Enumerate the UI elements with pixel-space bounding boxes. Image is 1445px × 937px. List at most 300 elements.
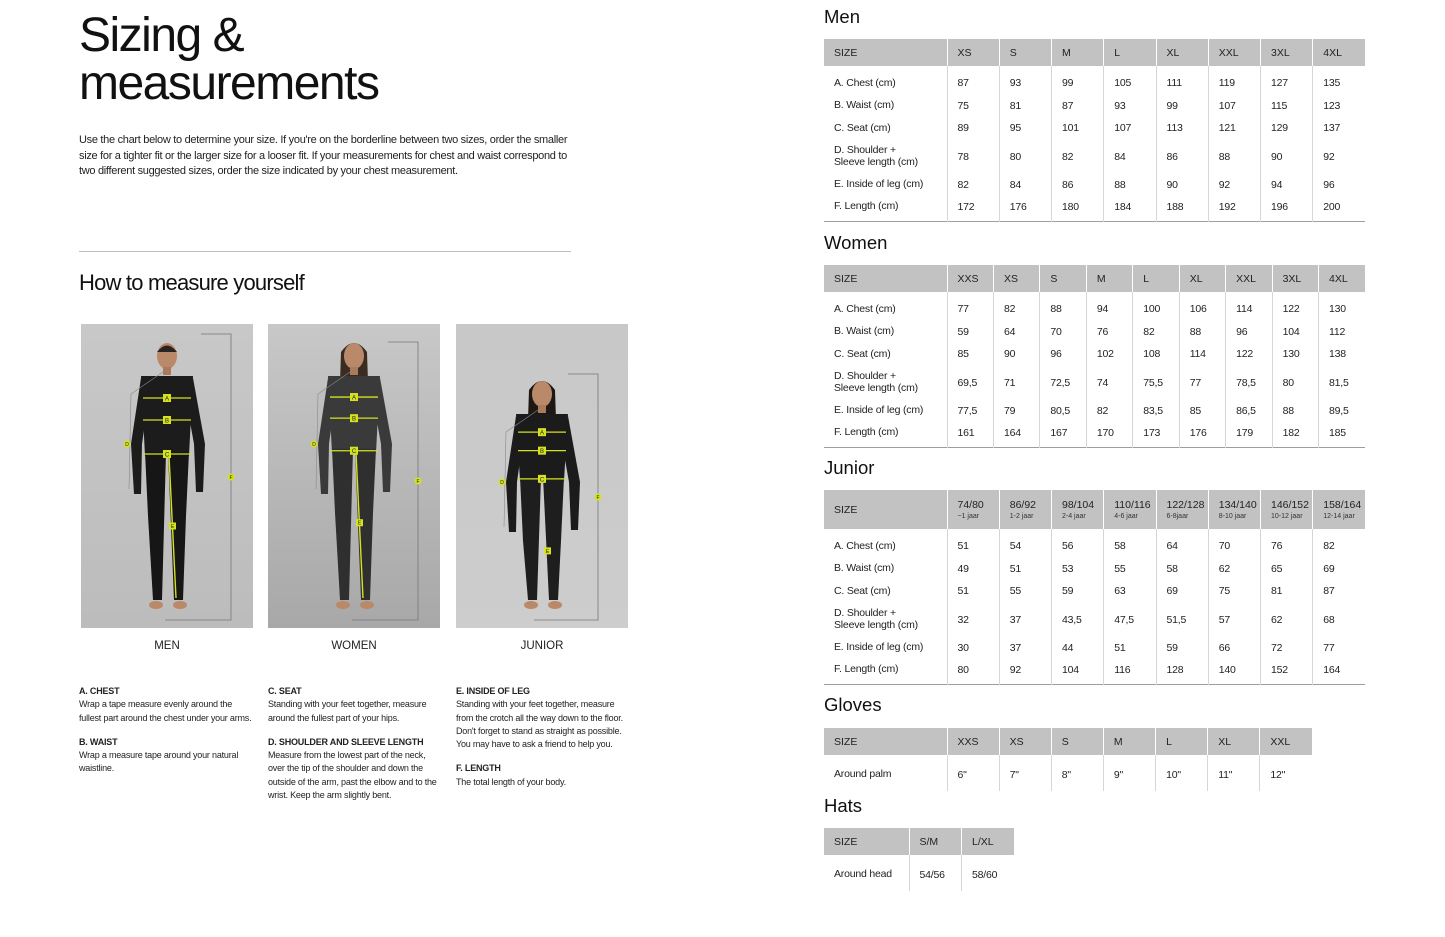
table-cell: 58 bbox=[1156, 558, 1208, 581]
leg-heading: E. INSIDE OF LEG bbox=[456, 686, 530, 696]
men-table-title: Men bbox=[824, 6, 860, 27]
table-cell: 164 bbox=[993, 422, 1039, 448]
table-cell: 82 bbox=[1052, 140, 1104, 174]
table-cell: 104 bbox=[1272, 321, 1318, 344]
column-header bbox=[1261, 490, 1313, 529]
table-cell: 64 bbox=[1156, 529, 1208, 558]
column-header: S bbox=[999, 39, 1051, 66]
table-cell: 137 bbox=[1313, 117, 1365, 140]
table-cell: 77 bbox=[947, 292, 993, 321]
row-label: Around palm bbox=[834, 767, 892, 780]
column-header bbox=[947, 490, 999, 529]
table-cell: 95 bbox=[999, 117, 1051, 140]
row-label: Around head bbox=[834, 867, 892, 880]
table-cell: 49 bbox=[947, 558, 999, 581]
table-row bbox=[824, 855, 1014, 891]
table-cell: 86 bbox=[1156, 140, 1208, 174]
table-row bbox=[824, 603, 1365, 637]
junior-size-label: 110/116 bbox=[1114, 498, 1151, 511]
table-cell: 88 bbox=[1208, 140, 1260, 174]
leg-marker-label: E bbox=[170, 524, 175, 530]
table-cell: 80 bbox=[947, 659, 999, 685]
table-cell: 87 bbox=[1052, 95, 1104, 118]
table-cell: 82 bbox=[993, 292, 1039, 321]
table-cell: 81,5 bbox=[1319, 366, 1366, 400]
column-header: XXL bbox=[1208, 39, 1260, 66]
table-cell: 57 bbox=[1208, 603, 1260, 637]
table-cell: 53 bbox=[1052, 558, 1104, 581]
table-cell: 92 bbox=[1208, 174, 1260, 197]
column-header bbox=[1156, 490, 1208, 529]
junior-age-label: 10-12 jaar bbox=[1271, 512, 1303, 520]
row-label: F. Length (cm) bbox=[834, 200, 899, 213]
column-header bbox=[1208, 490, 1260, 529]
table-cell: 94 bbox=[1086, 292, 1132, 321]
table-cell: 69 bbox=[1313, 558, 1365, 581]
leg-text: Standing with your feet together, measure from the crotch all the way down to the floor. Don't forget to stand as straight as possible. You may have to ask a friend to help you. bbox=[456, 699, 623, 750]
table-cell: 113 bbox=[1156, 117, 1208, 140]
table-cell: 152 bbox=[1261, 659, 1313, 685]
row-label: C. Seat (cm) bbox=[834, 347, 891, 360]
table-cell: 89 bbox=[947, 117, 999, 140]
table-cell: 76 bbox=[1086, 321, 1132, 344]
table-cell: 59 bbox=[947, 321, 993, 344]
table-cell: 128 bbox=[1156, 659, 1208, 685]
column-header bbox=[1313, 490, 1365, 529]
table-cell: 32 bbox=[947, 603, 999, 637]
junior-size-label: 86/92 bbox=[1009, 498, 1037, 511]
row-label: B. Waist (cm) bbox=[834, 325, 895, 337]
section-divider bbox=[79, 251, 571, 252]
column-header: M bbox=[1103, 728, 1155, 755]
table-cell: 69 bbox=[1156, 580, 1208, 603]
right-foot bbox=[360, 601, 374, 609]
head bbox=[532, 381, 552, 407]
table-cell: 130 bbox=[1319, 292, 1366, 321]
table-cell: 170 bbox=[1086, 422, 1132, 448]
gloves-table-title: Gloves bbox=[824, 694, 882, 715]
table-cell: 99 bbox=[1052, 66, 1104, 95]
column-header: XXL bbox=[1260, 728, 1312, 755]
left-foot bbox=[524, 601, 538, 609]
table-cell: 127 bbox=[1261, 66, 1313, 95]
junior-age-label: 12-14 jaar bbox=[1323, 512, 1355, 520]
junior-size-label: 146/152 bbox=[1271, 498, 1309, 511]
seat-heading: C. SEAT bbox=[268, 686, 302, 696]
table-cell: 70 bbox=[1208, 529, 1260, 558]
table-row bbox=[824, 321, 1365, 344]
column-header: 4XL bbox=[1319, 265, 1366, 292]
column-header: S bbox=[1040, 265, 1086, 292]
row-label: A. Chest (cm) bbox=[834, 76, 896, 89]
table-cell: 96 bbox=[1226, 321, 1272, 344]
shoulder-text: Measure from the lowest part of the neck, over the tip of the shoulder and down the outside of the arm, past the elbow and to the wrist. Keep the arm slightly bent. bbox=[268, 750, 437, 801]
table-cell: 87 bbox=[947, 66, 999, 95]
table-header-row bbox=[824, 828, 1014, 855]
table-cell: 80 bbox=[1272, 366, 1318, 400]
table-cell: 86 bbox=[1052, 174, 1104, 197]
instructions-col-3 bbox=[456, 685, 632, 800]
photo-illustration bbox=[456, 324, 628, 628]
column-header: SIZE bbox=[824, 728, 947, 755]
junior-size-label: 134/140 bbox=[1218, 498, 1257, 511]
column-header: L bbox=[1156, 728, 1208, 755]
table-cell: 58 bbox=[1104, 529, 1156, 558]
junior-age-label: ~1 jaar bbox=[957, 512, 980, 520]
table-cell: 58/60 bbox=[962, 855, 1015, 891]
right-foot bbox=[173, 601, 187, 609]
table-cell: 188 bbox=[1156, 196, 1208, 222]
table-cell: 47,5 bbox=[1104, 603, 1156, 637]
seat-text: Standing with your feet together, measure around the fullest part of your hips. bbox=[268, 699, 427, 723]
table-cell: 75,5 bbox=[1133, 366, 1179, 400]
table-cell: 70 bbox=[1040, 321, 1086, 344]
table-cell: 62 bbox=[1208, 558, 1260, 581]
column-header bbox=[1104, 490, 1156, 529]
row-label: F. Length (cm) bbox=[834, 426, 899, 439]
table-cell: 55 bbox=[999, 580, 1051, 603]
table-cell: 51 bbox=[1104, 637, 1156, 660]
table-header-row bbox=[824, 490, 1365, 529]
table-cell: 76 bbox=[1261, 529, 1313, 558]
table-cell: 77 bbox=[1313, 637, 1365, 660]
table-cell: 56 bbox=[1052, 529, 1104, 558]
column-header: XL bbox=[1208, 728, 1260, 755]
instructions-col-1 bbox=[79, 685, 255, 787]
table-cell: 71 bbox=[993, 366, 1039, 400]
junior-size-label: 98/104 bbox=[1062, 498, 1095, 511]
table-row bbox=[824, 196, 1365, 222]
table-cell: 90 bbox=[1261, 140, 1313, 174]
chest-heading: A. CHEST bbox=[79, 686, 120, 696]
table-cell: 37 bbox=[999, 637, 1051, 660]
chest-marker-label: A bbox=[164, 396, 170, 403]
row-label: D. Shoulder + Sleeve length (cm) bbox=[834, 370, 918, 394]
column-header: XS bbox=[999, 728, 1051, 755]
row-label: B. Waist (cm) bbox=[834, 562, 895, 574]
length-marker-label: F bbox=[416, 479, 420, 485]
table-cell: 72 bbox=[1261, 637, 1313, 660]
shoulder-heading: D. SHOULDER AND SLEEVE LENGTH bbox=[268, 736, 424, 747]
men-caption: MEN bbox=[154, 640, 180, 652]
table-cell: 172 bbox=[947, 196, 999, 222]
junior-photo bbox=[456, 324, 628, 628]
table-cell: 75 bbox=[1208, 580, 1260, 603]
column-header: SIZE bbox=[824, 490, 947, 529]
table-cell: 138 bbox=[1319, 343, 1366, 366]
table-cell: 85 bbox=[1179, 400, 1225, 423]
table-cell: 11" bbox=[1208, 755, 1260, 791]
table-cell: 51 bbox=[947, 529, 999, 558]
table-cell: 82 bbox=[1086, 400, 1132, 423]
table-cell: 89,5 bbox=[1319, 400, 1366, 423]
photo-illustration bbox=[81, 324, 253, 628]
column-header: XXS bbox=[947, 728, 999, 755]
table-cell: 200 bbox=[1313, 196, 1365, 222]
leg-marker-label: E bbox=[357, 520, 362, 527]
table-cell: 104 bbox=[1052, 659, 1104, 685]
photo-illustration bbox=[268, 324, 440, 628]
table-cell: 37 bbox=[999, 603, 1051, 637]
head bbox=[344, 343, 364, 369]
table-cell: 93 bbox=[1104, 95, 1156, 118]
table-cell: 90 bbox=[993, 343, 1039, 366]
junior-caption: JUNIOR bbox=[520, 640, 564, 652]
neck bbox=[163, 367, 171, 375]
seat-marker-label: C bbox=[164, 452, 170, 459]
table-row bbox=[824, 529, 1365, 558]
table-cell: 78,5 bbox=[1226, 366, 1272, 400]
junior-age-label: 6-8jaar bbox=[1166, 512, 1189, 520]
row-label: A. Chest (cm) bbox=[834, 302, 896, 315]
hats-table-title: Hats bbox=[824, 795, 863, 816]
table-cell: 64 bbox=[993, 321, 1039, 344]
table-cell: 114 bbox=[1226, 292, 1272, 321]
table-cell: 88 bbox=[1179, 321, 1225, 344]
table-cell: 88 bbox=[1272, 400, 1318, 423]
waist-text: Wrap a measure tape around your natural waistline. bbox=[79, 750, 239, 774]
chest-marker-label: A bbox=[539, 430, 545, 437]
table-cell: 135 bbox=[1313, 66, 1365, 95]
women-caption: WOMEN bbox=[331, 640, 377, 652]
table-cell: 82 bbox=[1313, 529, 1365, 558]
table-cell: 10" bbox=[1156, 755, 1208, 791]
table-cell: 121 bbox=[1208, 117, 1260, 140]
men-size-table bbox=[824, 39, 1365, 222]
table-cell: 92 bbox=[999, 659, 1051, 685]
table-cell: 86,5 bbox=[1226, 400, 1272, 423]
table-cell: 51,5 bbox=[1156, 603, 1208, 637]
junior-size-label: 158/164 bbox=[1323, 498, 1362, 511]
junior-size-label: 122/128 bbox=[1166, 498, 1205, 511]
column-header: L/XL bbox=[962, 828, 1015, 855]
table-cell: 59 bbox=[1156, 637, 1208, 660]
table-cell: 196 bbox=[1261, 196, 1313, 222]
table-cell: 80,5 bbox=[1040, 400, 1086, 423]
table-cell: 176 bbox=[999, 196, 1051, 222]
table-row bbox=[824, 343, 1365, 366]
left-foot bbox=[336, 601, 350, 609]
length-text: The total length of your body. bbox=[456, 776, 566, 787]
column-header: SIZE bbox=[824, 265, 947, 292]
table-cell: 100 bbox=[1133, 292, 1179, 321]
table-row bbox=[824, 637, 1365, 660]
shoulder-marker-label: D bbox=[312, 442, 316, 448]
table-cell: 68 bbox=[1313, 603, 1365, 637]
women-photo bbox=[268, 324, 440, 628]
shoulder-marker-label: D bbox=[500, 480, 504, 486]
table-cell: 140 bbox=[1208, 659, 1260, 685]
seat-marker-label: C bbox=[351, 449, 357, 456]
table-cell: 6" bbox=[947, 755, 999, 791]
table-cell: 81 bbox=[1261, 580, 1313, 603]
table-cell: 81 bbox=[999, 95, 1051, 118]
table-cell: 114 bbox=[1179, 343, 1225, 366]
table-cell: 93 bbox=[999, 66, 1051, 95]
table-cell: 101 bbox=[1052, 117, 1104, 140]
column-header bbox=[1052, 490, 1104, 529]
column-header: S/M bbox=[909, 828, 962, 855]
table-cell: 106 bbox=[1179, 292, 1225, 321]
table-cell: 90 bbox=[1156, 174, 1208, 197]
table-cell: 87 bbox=[1313, 580, 1365, 603]
table-header-row bbox=[824, 39, 1365, 66]
junior-age-label: 4-6 jaar bbox=[1114, 512, 1138, 520]
table-cell: 119 bbox=[1208, 66, 1260, 95]
column-header: SIZE bbox=[824, 39, 947, 66]
table-row bbox=[824, 95, 1365, 118]
table-cell: 77,5 bbox=[947, 400, 993, 423]
table-cell: 82 bbox=[1133, 321, 1179, 344]
table-cell: 72,5 bbox=[1040, 366, 1086, 400]
length-marker-label: F bbox=[229, 475, 233, 481]
column-header: 3XL bbox=[1272, 265, 1318, 292]
table-cell: 66 bbox=[1208, 637, 1260, 660]
table-cell: 78 bbox=[947, 140, 999, 174]
table-cell: 80 bbox=[999, 140, 1051, 174]
waist-marker-label: B bbox=[164, 418, 170, 425]
column-header: S bbox=[1051, 728, 1103, 755]
table-cell: 122 bbox=[1272, 292, 1318, 321]
table-row bbox=[824, 755, 1312, 791]
table-cell: 130 bbox=[1272, 343, 1318, 366]
table-cell: 79 bbox=[993, 400, 1039, 423]
row-label: B. Waist (cm) bbox=[834, 99, 895, 111]
column-header: 3XL bbox=[1261, 39, 1313, 66]
column-header bbox=[999, 490, 1051, 529]
table-cell: 77 bbox=[1179, 366, 1225, 400]
table-row bbox=[824, 580, 1365, 603]
table-cell: 59 bbox=[1052, 580, 1104, 603]
table-cell: 164 bbox=[1313, 659, 1365, 685]
table-cell: 65 bbox=[1261, 558, 1313, 581]
column-header: XL bbox=[1179, 265, 1225, 292]
column-header: XXL bbox=[1226, 265, 1272, 292]
table-cell: 75 bbox=[947, 95, 999, 118]
table-row bbox=[824, 659, 1365, 685]
table-cell: 185 bbox=[1319, 422, 1366, 448]
table-cell: 115 bbox=[1261, 95, 1313, 118]
table-cell: 192 bbox=[1208, 196, 1260, 222]
table-cell: 173 bbox=[1133, 422, 1179, 448]
waist-marker-label: B bbox=[351, 416, 357, 423]
table-cell: 55 bbox=[1104, 558, 1156, 581]
instructions-col-2 bbox=[268, 685, 444, 813]
table-cell: 92 bbox=[1313, 140, 1365, 174]
waist-marker-label: B bbox=[539, 449, 545, 456]
row-label: E. Inside of leg (cm) bbox=[834, 178, 924, 190]
table-row bbox=[824, 366, 1365, 400]
column-header: L bbox=[1104, 39, 1156, 66]
table-cell: 107 bbox=[1208, 95, 1260, 118]
table-cell: 122 bbox=[1226, 343, 1272, 366]
table-cell: 62 bbox=[1261, 603, 1313, 637]
table-header-row bbox=[824, 728, 1312, 755]
table-cell: 8" bbox=[1051, 755, 1103, 791]
column-header: 4XL bbox=[1313, 39, 1365, 66]
table-cell: 84 bbox=[1104, 140, 1156, 174]
table-row bbox=[824, 558, 1365, 581]
table-cell: 54/56 bbox=[909, 855, 962, 891]
table-cell: 116 bbox=[1104, 659, 1156, 685]
table-cell: 83,5 bbox=[1133, 400, 1179, 423]
column-header: XS bbox=[993, 265, 1039, 292]
table-cell: 94 bbox=[1261, 174, 1313, 197]
table-cell: 129 bbox=[1261, 117, 1313, 140]
table-cell: 96 bbox=[1040, 343, 1086, 366]
column-header: L bbox=[1133, 265, 1179, 292]
table-cell: 88 bbox=[1040, 292, 1086, 321]
table-cell: 184 bbox=[1104, 196, 1156, 222]
row-label: A. Chest (cm) bbox=[834, 539, 896, 552]
table-row bbox=[824, 117, 1365, 140]
table-cell: 107 bbox=[1104, 117, 1156, 140]
shoulder-marker-label: D bbox=[125, 442, 129, 448]
table-cell: 54 bbox=[999, 529, 1051, 558]
table-row bbox=[824, 66, 1365, 95]
column-header: M bbox=[1052, 39, 1104, 66]
junior-size-label: 74/80 bbox=[957, 498, 984, 511]
table-row bbox=[824, 140, 1365, 174]
right-foot bbox=[548, 601, 562, 609]
column-header: XL bbox=[1156, 39, 1208, 66]
junior-age-label: 2-4 jaar bbox=[1062, 512, 1086, 520]
column-header: XS bbox=[947, 39, 999, 66]
how-to-measure-heading: How to measure yourself bbox=[79, 270, 304, 295]
row-label: D. Shoulder + Sleeve length (cm) bbox=[834, 144, 918, 168]
table-cell: 12" bbox=[1260, 755, 1312, 791]
column-header: SIZE bbox=[824, 828, 909, 855]
row-label: E. Inside of leg (cm) bbox=[834, 404, 924, 416]
table-cell: 9" bbox=[1103, 755, 1155, 791]
table-cell: 51 bbox=[947, 580, 999, 603]
junior-table-title: Junior bbox=[824, 457, 875, 478]
table-cell: 167 bbox=[1040, 422, 1086, 448]
table-cell: 180 bbox=[1052, 196, 1104, 222]
table-cell: 99 bbox=[1156, 95, 1208, 118]
table-cell: 161 bbox=[947, 422, 993, 448]
table-cell: 179 bbox=[1226, 422, 1272, 448]
page-title: Sizing & measurements bbox=[79, 9, 379, 110]
table-cell: 88 bbox=[1104, 174, 1156, 197]
table-cell: 30 bbox=[947, 637, 999, 660]
neck bbox=[350, 367, 358, 375]
gloves-size-table bbox=[824, 728, 1312, 791]
women-size-table bbox=[824, 265, 1365, 448]
table-row bbox=[824, 174, 1365, 197]
length-heading: F. LENGTH bbox=[456, 763, 501, 774]
leg-marker-label: E bbox=[545, 548, 550, 555]
seat-marker-label: C bbox=[539, 477, 545, 484]
table-cell: 74 bbox=[1086, 366, 1132, 400]
column-header: M bbox=[1086, 265, 1132, 292]
intro-paragraph: Use the chart below to determine your size. If you're on the borderline between two sizes, order the smaller size for a tighter fit or the larger size for a looser fit. If your measurements for chest and waist correspond to two different suggested sizes, order the size indicated by your chest measurement. bbox=[79, 134, 568, 177]
chest-marker-label: A bbox=[351, 395, 357, 402]
table-cell: 51 bbox=[999, 558, 1051, 581]
table-cell: 111 bbox=[1156, 66, 1208, 95]
table-cell: 102 bbox=[1086, 343, 1132, 366]
men-photo bbox=[81, 324, 253, 628]
table-cell: 112 bbox=[1319, 321, 1366, 344]
junior-age-label: 1-2 jaar bbox=[1009, 512, 1034, 520]
row-label: C. Seat (cm) bbox=[834, 584, 891, 597]
table-cell: 82 bbox=[947, 174, 999, 197]
table-row bbox=[824, 292, 1365, 321]
junior-size-table bbox=[824, 490, 1365, 685]
row-label: F. Length (cm) bbox=[834, 663, 899, 676]
left-foot bbox=[149, 601, 163, 609]
length-marker-label: F bbox=[596, 495, 600, 501]
